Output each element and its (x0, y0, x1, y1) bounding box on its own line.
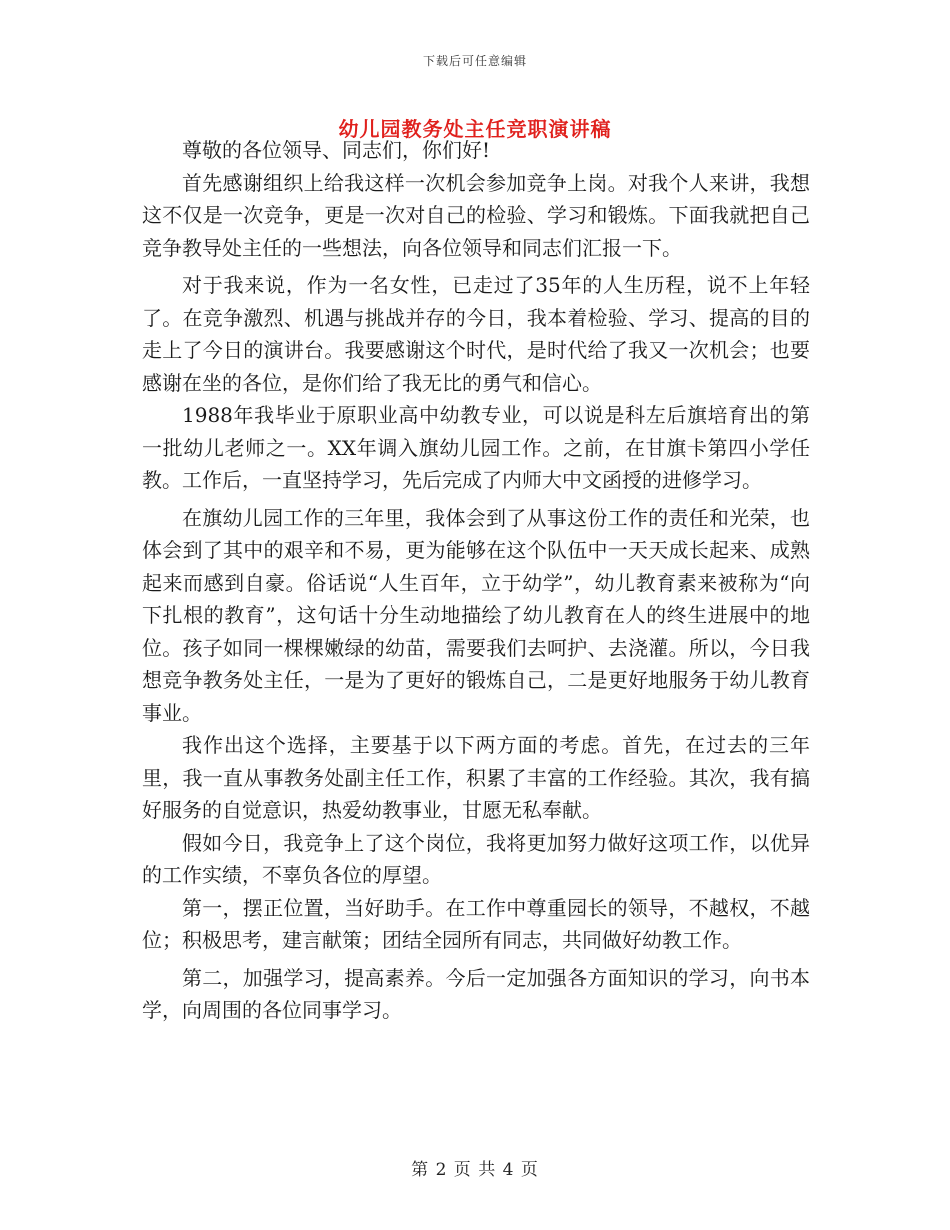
paragraph-intro: 首先感谢组织上给我这样一次机会参加竞争上岗。对我个人来讲，我想这不仅是一次竞争，更是一次对自己的检验、学习和锻炼。下面我就把自己竞争教导处主任的一些想法，向各位领导和同志们汇报一下。 (142, 170, 810, 260)
paragraph-commitment: 假如今日，我竞争上了这个岗位，我将更加努力做好这项工作，以优异的工作实绩，不辜负各位的厚望。 (142, 830, 810, 887)
paragraph-reasons: 我作出这个选择，主要基于以下两方面的考虑。首先，在过去的三年里，我一直从事教务处副主任工作，积累了丰富的工作经验。其次，我有搞好服务的自觉意识，热爱幼教事业，甘愿无私奉献。 (142, 733, 810, 822)
document-title: 幼儿园教务处主任竞职演讲稿 (338, 117, 612, 141)
paragraph-experience: 在旗幼儿园工作的三年里，我体会到了从事这份工作的责任和光荣，也体会到了其中的艰辛和不易，更为能够在这个队伍中一天天成长起来、成熟起来而感到自豪。俗话说“人生百年，立于幼学”，幼儿教育素来被称为“向下扎根的教育”，这句话十分生动地描绘了幼儿教育在人的终生进展中的地位。孩子如同一棵棵嫩绿的幼苗，需要我们去呵护、去浇灌。所以，今日我想竞争教务处主任，一是为了更好的锻炼自己，二是更好地服务于幼儿教育事业。 (142, 505, 810, 725)
paragraph-point-one: 第一，摆正位置，当好助手。在工作中尊重园长的领导，不越权，不越位；积极思考，建言献策；团结全园所有同志，共同做好幼教工作。 (142, 895, 810, 952)
paragraph-personal: 对于我来说，作为一名女性，已走过了35年的人生历程，说不上年轻了。在竞争激烈、机遇与挑战并存的今日，我本着检验、学习、提高的目的走上了今日的演讲台。我要感谢这个时代，是时代给了我又一次机会；也要感谢在坐的各位，是你们给了我无比的勇气和信心。 (142, 273, 810, 395)
paragraph-point-two: 第二，加强学习，提高素养。今后一定加强各方面知识的学习，向书本学，向周围的各位同事学习。 (142, 965, 810, 1022)
header-note: 下载后可任意编辑 (422, 54, 527, 68)
document-body (142, 134, 810, 1027)
paragraph-greeting: 尊敬的各位领导、同志们，你们好! (182, 138, 491, 162)
paragraph-background: 1988年我毕业于原职业高中幼教专业，可以说是科左后旗培育出的第一批幼儿老师之一。XX年调入旗幼儿园工作。之前，在甘旗卡第四小学任教。工作后，一直坚持学习，先后完成了内师大中文函授的进修学习。 (142, 403, 810, 492)
page-number-footer: 第 2 页 共 4 页 (411, 1160, 539, 1180)
